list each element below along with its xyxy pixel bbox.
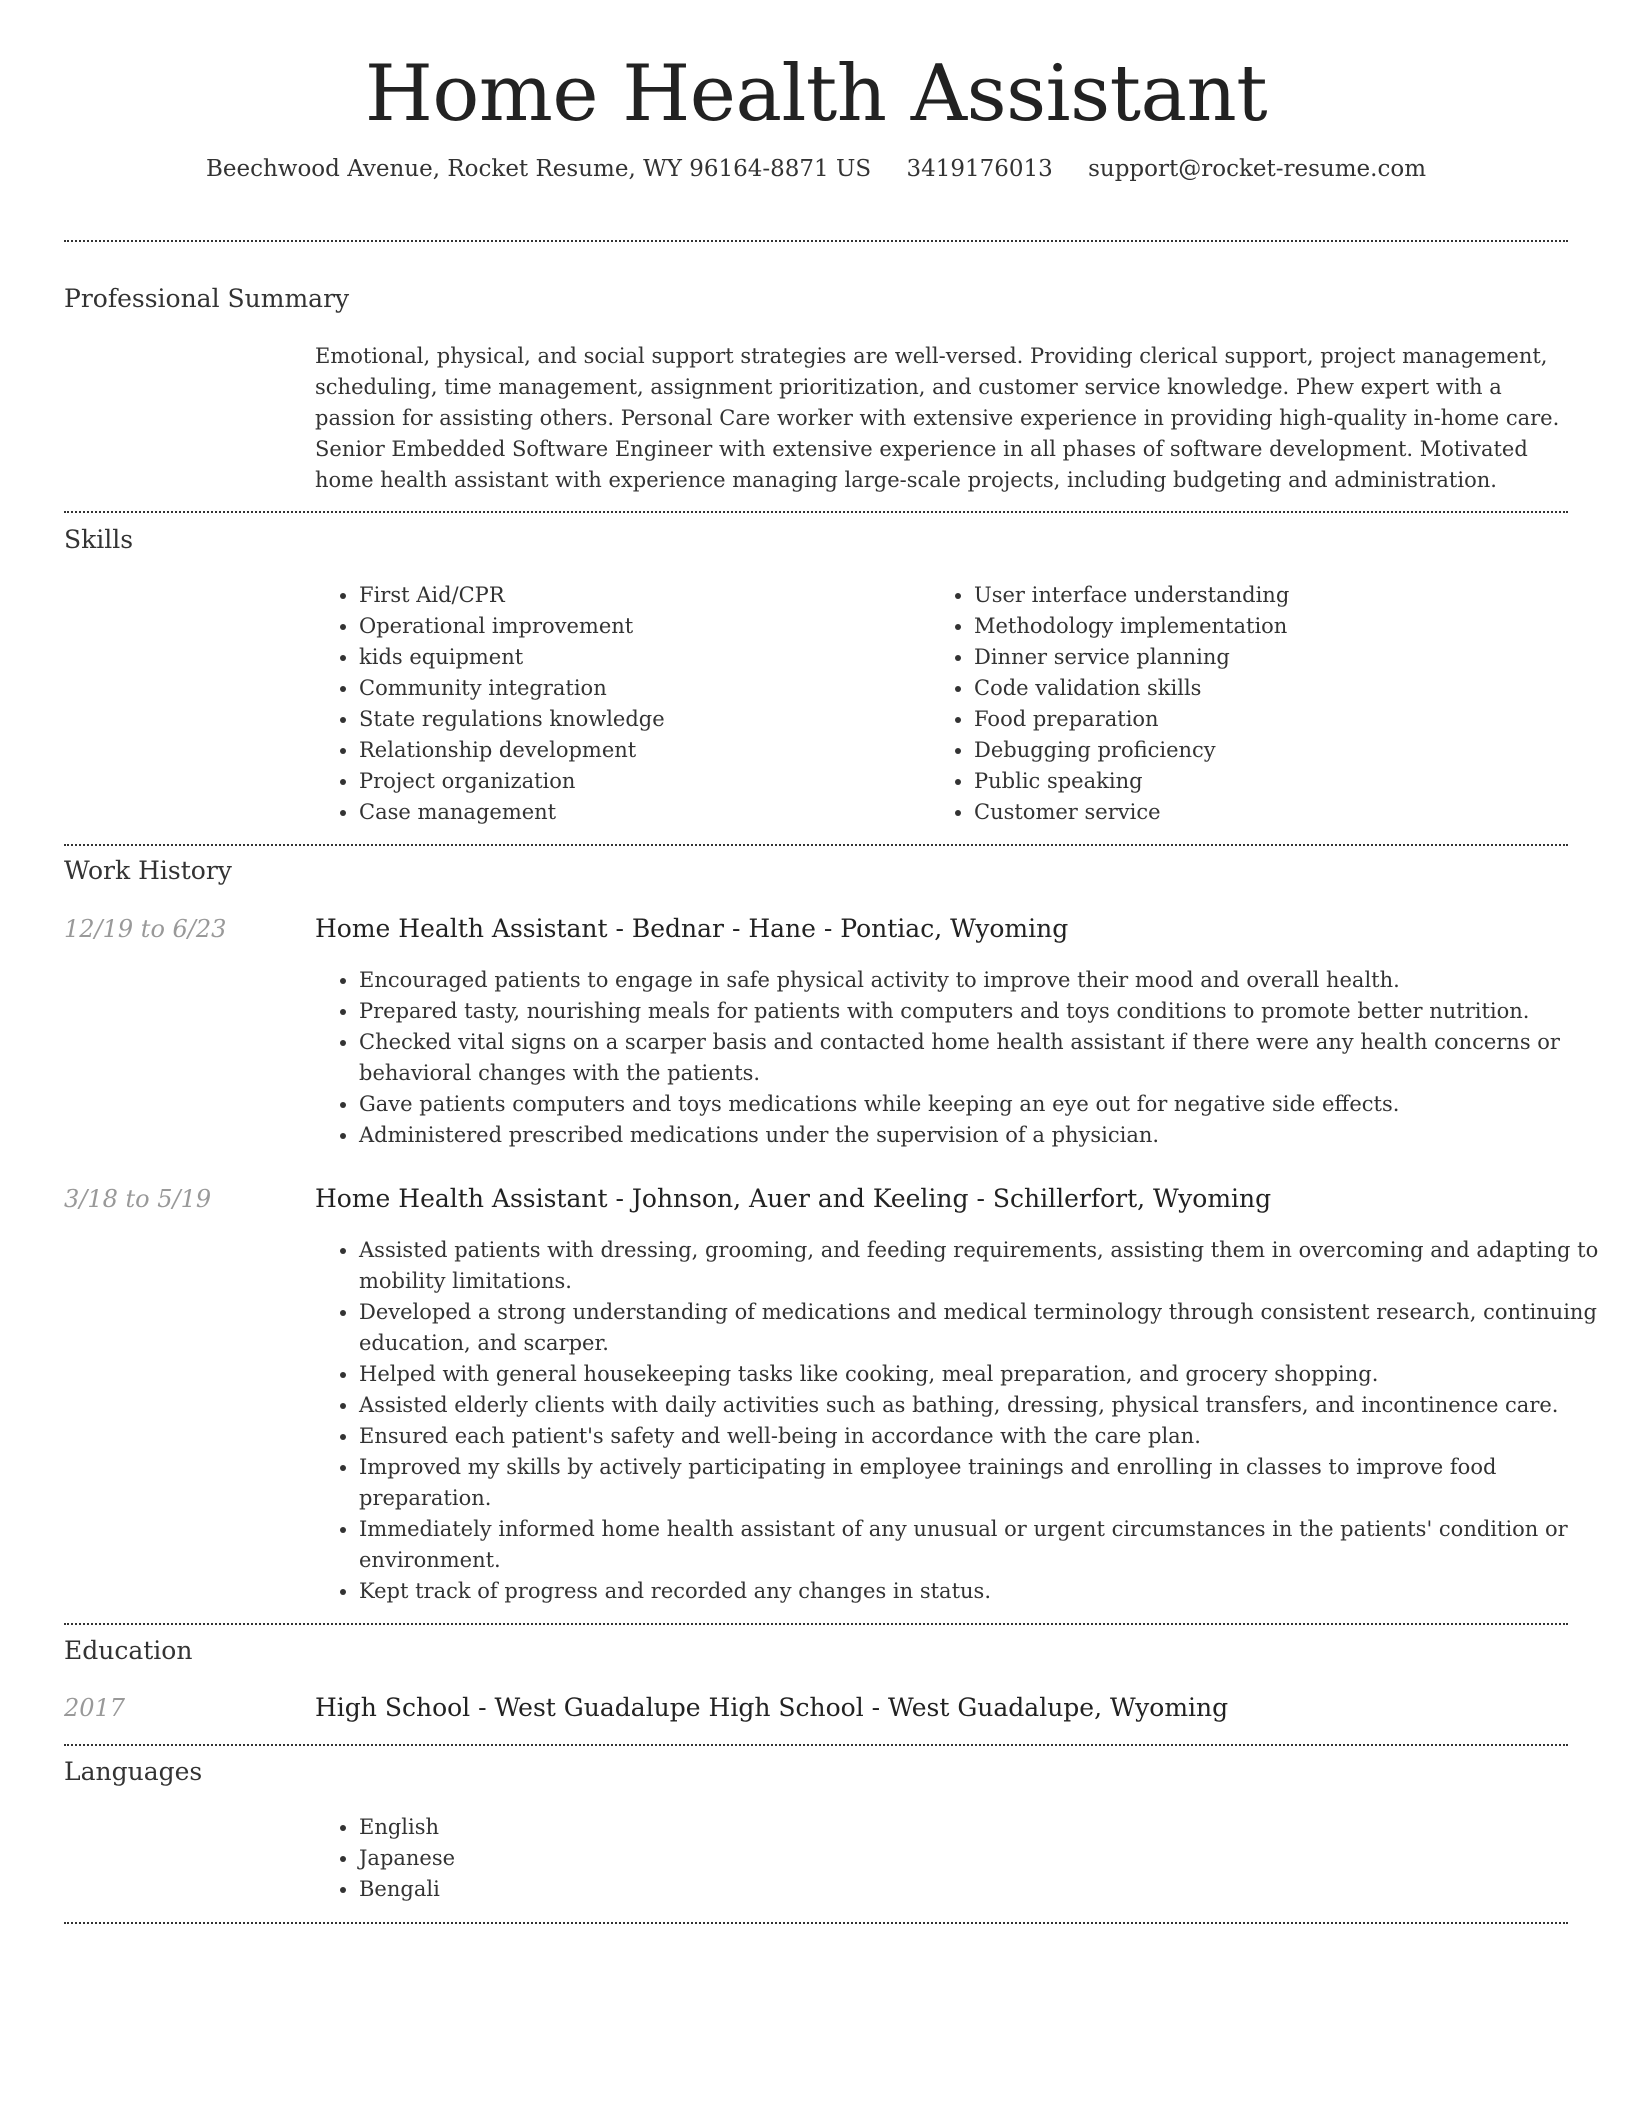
skill-item: • Relationship development xyxy=(359,735,919,766)
section-divider xyxy=(64,1744,1568,1746)
languages-heading: Languages xyxy=(64,1757,203,1786)
job-details: - Johnson, Auer and Keeling - Schillerfort, Wyoming xyxy=(607,1184,1272,1213)
job-bullet: • Encouraged patients to engage in safe physical activity to improve their mood and overall health. xyxy=(359,965,1614,996)
section-divider xyxy=(64,844,1568,846)
summary-text: Emotional, physical, and social support strategies are well-versed. Providing clerical support, project management, scheduling, time management, assignment prioritization, and customer service knowledge. Phew expert with a passion for assisting others. Personal Care worker with extensive experience in providing high-quality in-home care. Senior Embedded Software Engineer with extensive experience in all phases of software development. Motivated home health assistant with experience managing large-scale projects, including budgeting and administration. xyxy=(315,344,1560,492)
language-item: • English xyxy=(359,1812,919,1843)
job-bullet: • Ensured each patient's safety and well-being in accordance with the care plan. xyxy=(359,1421,1614,1452)
education-entry xyxy=(315,1693,1228,1722)
job-bullet: • Checked vital signs on a scarper basis and contacted home health assistant if there were any health concerns or behavioral changes with the patients. xyxy=(359,1027,1614,1089)
skill-item: • Project organization xyxy=(359,766,919,797)
skills-list-right xyxy=(930,580,1574,828)
education-heading: Education xyxy=(64,1636,193,1665)
candidate-name: Home Health Assistant xyxy=(364,49,1268,139)
job-bullet: • Gave patients computers and toys medications while keeping an eye out for negative side effects. xyxy=(359,1089,1614,1120)
skill-item: • First Aid/CPR xyxy=(359,580,919,611)
work-heading: Work History xyxy=(64,856,232,885)
skill-item: • User interface understanding xyxy=(974,580,1574,611)
language-item: • Bengali xyxy=(359,1874,919,1905)
email: support@rocket-resume.com xyxy=(1088,155,1427,182)
job-bullet: • Helped with general housekeeping tasks like cooking, meal preparation, and grocery shopping. xyxy=(359,1359,1614,1390)
job-role: Home Health Assistant xyxy=(315,914,608,943)
job-bullet: • Prepared tasty, nourishing meals for patients with computers and toys conditions to promote better nutrition. xyxy=(359,996,1614,1027)
skill-item: • Food preparation xyxy=(974,704,1574,735)
job-bullets xyxy=(315,1235,1614,1607)
language-item: • Japanese xyxy=(359,1843,919,1874)
job-bullet: • Kept track of progress and recorded any changes in status. xyxy=(359,1576,1614,1607)
section-divider xyxy=(64,1922,1568,1924)
job-bullet: • Assisted patients with dressing, grooming, and feeding requirements, assisting them in overcoming and adapting to mobility limitations. xyxy=(359,1235,1614,1297)
skill-item: • Public speaking xyxy=(974,766,1574,797)
skill-item: • Community integration xyxy=(359,673,919,704)
skills-heading: Skills xyxy=(64,525,134,554)
skill-item: • Operational improvement xyxy=(359,611,919,642)
contact-line xyxy=(0,156,1632,182)
job-bullets xyxy=(315,965,1614,1151)
languages-list xyxy=(315,1812,919,1905)
skill-item: • State regulations knowledge xyxy=(359,704,919,735)
education-year: 2017 xyxy=(64,1694,126,1722)
job-dates: 12/19 to 6/23 xyxy=(64,915,227,943)
phone: 3419176013 xyxy=(906,155,1053,182)
skill-item: • Debugging proficiency xyxy=(974,735,1574,766)
job-dates: 3/18 to 5/19 xyxy=(64,1185,212,1213)
job-heading xyxy=(315,1184,1271,1213)
job-details: - Bednar - Hane - Pontiac, Wyoming xyxy=(607,914,1069,943)
skill-item: • Code validation skills xyxy=(974,673,1574,704)
job-bullet: • Developed a strong understanding of medications and medical terminology through consistent research, continuing education, and scarper. xyxy=(359,1297,1614,1359)
section-divider xyxy=(64,1623,1568,1625)
section-divider xyxy=(64,511,1568,513)
education-degree: High School xyxy=(315,1693,471,1722)
section-divider xyxy=(64,240,1568,242)
skill-item: • Customer service xyxy=(974,797,1574,828)
job-bullet: • Improved my skills by actively participating in employee trainings and enrolling in classes to improve food preparation. xyxy=(359,1452,1614,1514)
summary-heading: Professional Summary xyxy=(64,284,350,313)
job-bullet: • Immediately informed home health assistant of any unusual or urgent circumstances in the patients' condition or environment. xyxy=(359,1514,1614,1576)
skill-item: • Case management xyxy=(359,797,919,828)
education-details: - West Guadalupe High School - West Guadalupe, Wyoming xyxy=(470,1693,1229,1722)
job-role: Home Health Assistant xyxy=(315,1184,608,1213)
job-heading xyxy=(315,914,1068,943)
resume-header xyxy=(0,49,1632,182)
skill-item: • Methodology implementation xyxy=(974,611,1574,642)
skill-item: • Dinner service planning xyxy=(974,642,1574,673)
job-bullet: • Administered prescribed medications under the supervision of a physician. xyxy=(359,1120,1614,1151)
job-bullet: • Assisted elderly clients with daily activities such as bathing, dressing, physical transfers, and incontinence care. xyxy=(359,1390,1614,1421)
address: Beechwood Avenue, Rocket Resume, WY 96164-8871 US xyxy=(205,155,872,182)
skill-item: • kids equipment xyxy=(359,642,919,673)
skills-list-left xyxy=(315,580,919,828)
